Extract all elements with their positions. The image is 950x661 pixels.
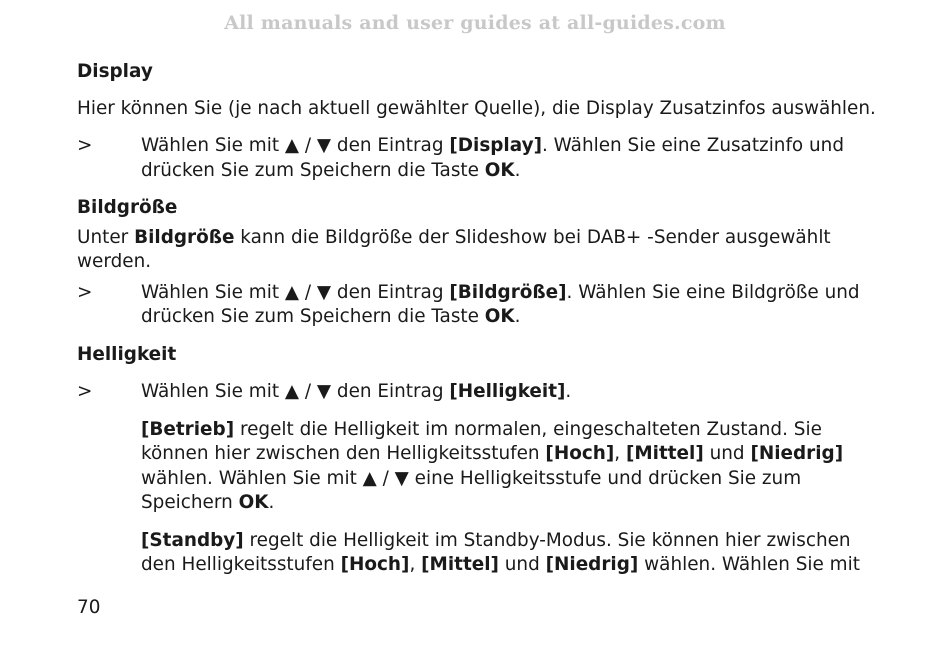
step-text: . — [565, 381, 572, 402]
level-mittel: [Mittel] — [625, 443, 704, 464]
level-niedrig: [Niedrig] — [545, 554, 639, 575]
intro-text: kann die Bildgröße der Slideshow bei DAB+ -Sender ausgewählt werden. — [77, 226, 831, 272]
paragraph-text: regelt die Helligkeit im Standby-Modus. Sie können hier zwischen den Helligkeitsstufen — [141, 529, 851, 575]
menu-entry-display: [Display] — [449, 135, 542, 156]
step-text: . Wählen Sie eine Zusatzinfo und drücken Sie zum Speichern die Taste — [141, 135, 845, 181]
paragraph-text: . — [268, 492, 275, 513]
helligkeit-heading: Helligkeit — [77, 343, 177, 365]
display-intro: Hier können Sie (je nach aktuell gewählter Quelle), die Display Zusatzinfos auswählen. — [77, 97, 876, 119]
paragraph-text: wählen. Wählen Sie mit ▲ / ▼ eine Helligkeitsstufe und drücken Sie zum Speichern — [141, 467, 802, 513]
paragraph-text: wählen. Wählen Sie mit — [638, 554, 860, 575]
bildgroesse-step — [77, 281, 877, 330]
intro-text: Unter — [77, 226, 135, 248]
page-content — [77, 60, 877, 578]
paragraph-text: regelt die Helligkeit im normalen, eingeschalteten Zustand. Sie können hier zwischen den Helligkeitsstufen — [141, 418, 822, 464]
step-text: Wählen Sie mit ▲ / ▼ den Eintrag — [141, 381, 450, 402]
bildgroesse-intro — [77, 226, 877, 275]
paragraph-text: , — [614, 443, 626, 464]
level-niedrig: [Niedrig] — [750, 443, 844, 464]
step-marker: > — [77, 281, 93, 303]
bildgroesse-heading: Bildgröße — [77, 197, 178, 218]
step-marker: > — [77, 381, 93, 402]
step-text: . — [514, 306, 521, 327]
step-text: Wählen Sie mit ▲ / ▼ den Eintrag — [141, 281, 450, 303]
helligkeit-step — [77, 380, 877, 405]
paragraph-text: , — [409, 554, 422, 575]
level-hoch: [Hoch] — [545, 443, 615, 464]
step-marker: > — [77, 135, 93, 156]
step-text: Wählen Sie mit ▲ / ▼ den Eintrag — [141, 135, 450, 156]
level-hoch: [Hoch] — [340, 554, 410, 575]
standby-term: [Standby] — [141, 529, 244, 551]
page-number: 70 — [77, 597, 101, 618]
ok-key: OK — [238, 492, 269, 513]
ok-key: OK — [484, 306, 515, 327]
display-step — [77, 134, 877, 183]
betrieb-term: [Betrieb] — [141, 418, 235, 440]
step-text: . Wählen Sie eine Bildgröße und drücken Sie zum Speichern die Taste — [141, 281, 860, 327]
step-text: . — [514, 159, 521, 181]
standby-paragraph — [77, 529, 877, 578]
paragraph-text: und — [703, 443, 751, 464]
display-heading: Display — [77, 61, 153, 82]
watermark: All manuals and user guides at all-guides.com — [224, 12, 726, 34]
betrieb-paragraph — [77, 418, 877, 516]
menu-entry-helligkeit: [Helligkeit] — [449, 381, 566, 402]
bildgroesse-term: Bildgröße — [134, 226, 235, 248]
level-mittel: [Mittel] — [421, 554, 499, 575]
menu-entry-bildgroesse: [Bildgröße] — [449, 281, 567, 303]
ok-key: OK — [484, 159, 515, 181]
paragraph-text: und — [498, 554, 546, 575]
